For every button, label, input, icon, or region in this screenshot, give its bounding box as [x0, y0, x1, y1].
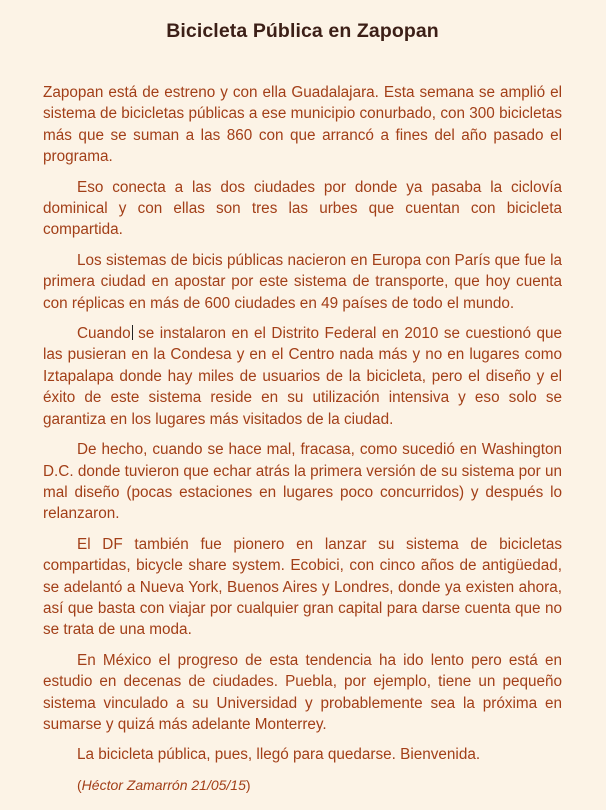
- paragraph-8: La bicicleta pública, pues, llegó para quedarse. Bienvenida.: [77, 746, 481, 764]
- signature-close: ): [245, 776, 251, 793]
- text-cursor: [132, 325, 133, 340]
- paragraph-7: En México el progreso de esta tendencia ha ido lento pero está en estudio en decenas de ciudades. Puebla, por ejemplo, tiene un pequeño sistema vinculado a su Universidad y probablemente sea la próxima en sumarse y quizá más adelante Monterrey.: [43, 651, 562, 733]
- paragraph-1: Zapopan está de estreno y con ella Guadalajara. Esta semana se amplió el sistema de bicicletas públicas a ese municipio conurbado, con 300 bicicletas más que se suman a las 860 con que arrancó a fines del año pasado el programa.: [43, 84, 562, 166]
- article-body: [43, 82, 562, 795]
- signature-open: (: [77, 776, 82, 793]
- paragraph-4-lead: Cuando: [77, 325, 131, 343]
- paragraph-5: De hecho, cuando se hace mal, fracasa, como sucedió en Washington D.C. donde tuvieron que echar atrás la primera versión de su sistema por un mal diseño (pocas estaciones en lugares poco concurridos) y después lo relanzaron.: [43, 441, 562, 523]
- paragraph-3: Los sistemas de bicis públicas nacieron en Europa con París que fue la primera ciudad en apostar por este sistema de transporte, que hoy cuenta con réplicas en más de 600 ciudades en 49 países de todo el mundo.: [43, 251, 562, 312]
- paragraph-2: Eso conecta a las dos ciudades por donde ya pasaba la ciclovía dominical y con ellas son tres las urbes que cuentan con bicicleta compartida.: [43, 178, 562, 239]
- paragraph-6: El DF también fue pionero en lanzar su sistema de bicicletas compartidas, bicycle share system. Ecobici, con cinco años de antigüedad, se adelantó a Nueva York, Buenos Aires y Londres, donde ya existen ahora, así que basta con viajar por cualquier gran capital para darse cuenta que no se trata de una moda.: [43, 535, 562, 639]
- paragraph-4[interactable]: [43, 323, 562, 430]
- signature: [43, 775, 562, 795]
- signature-author-date: Héctor Zamarrón 21/05/15: [81, 776, 246, 793]
- paragraph-4-text: se instalaron en el Distrito Federal en 2010 se cuestionó que las pusieran en la Condesa y en el Centro nada más y no en lugares como Iztapalapa donde hay miles de usuarios de la bicicleta, pero el diseño y el éxito de este sistema reside en su utilización intensiva y eso solo se garantiza en los lugares más visitados de la ciudad.: [43, 325, 562, 428]
- article-title: Bicicleta Pública en Zapopan: [166, 20, 439, 42]
